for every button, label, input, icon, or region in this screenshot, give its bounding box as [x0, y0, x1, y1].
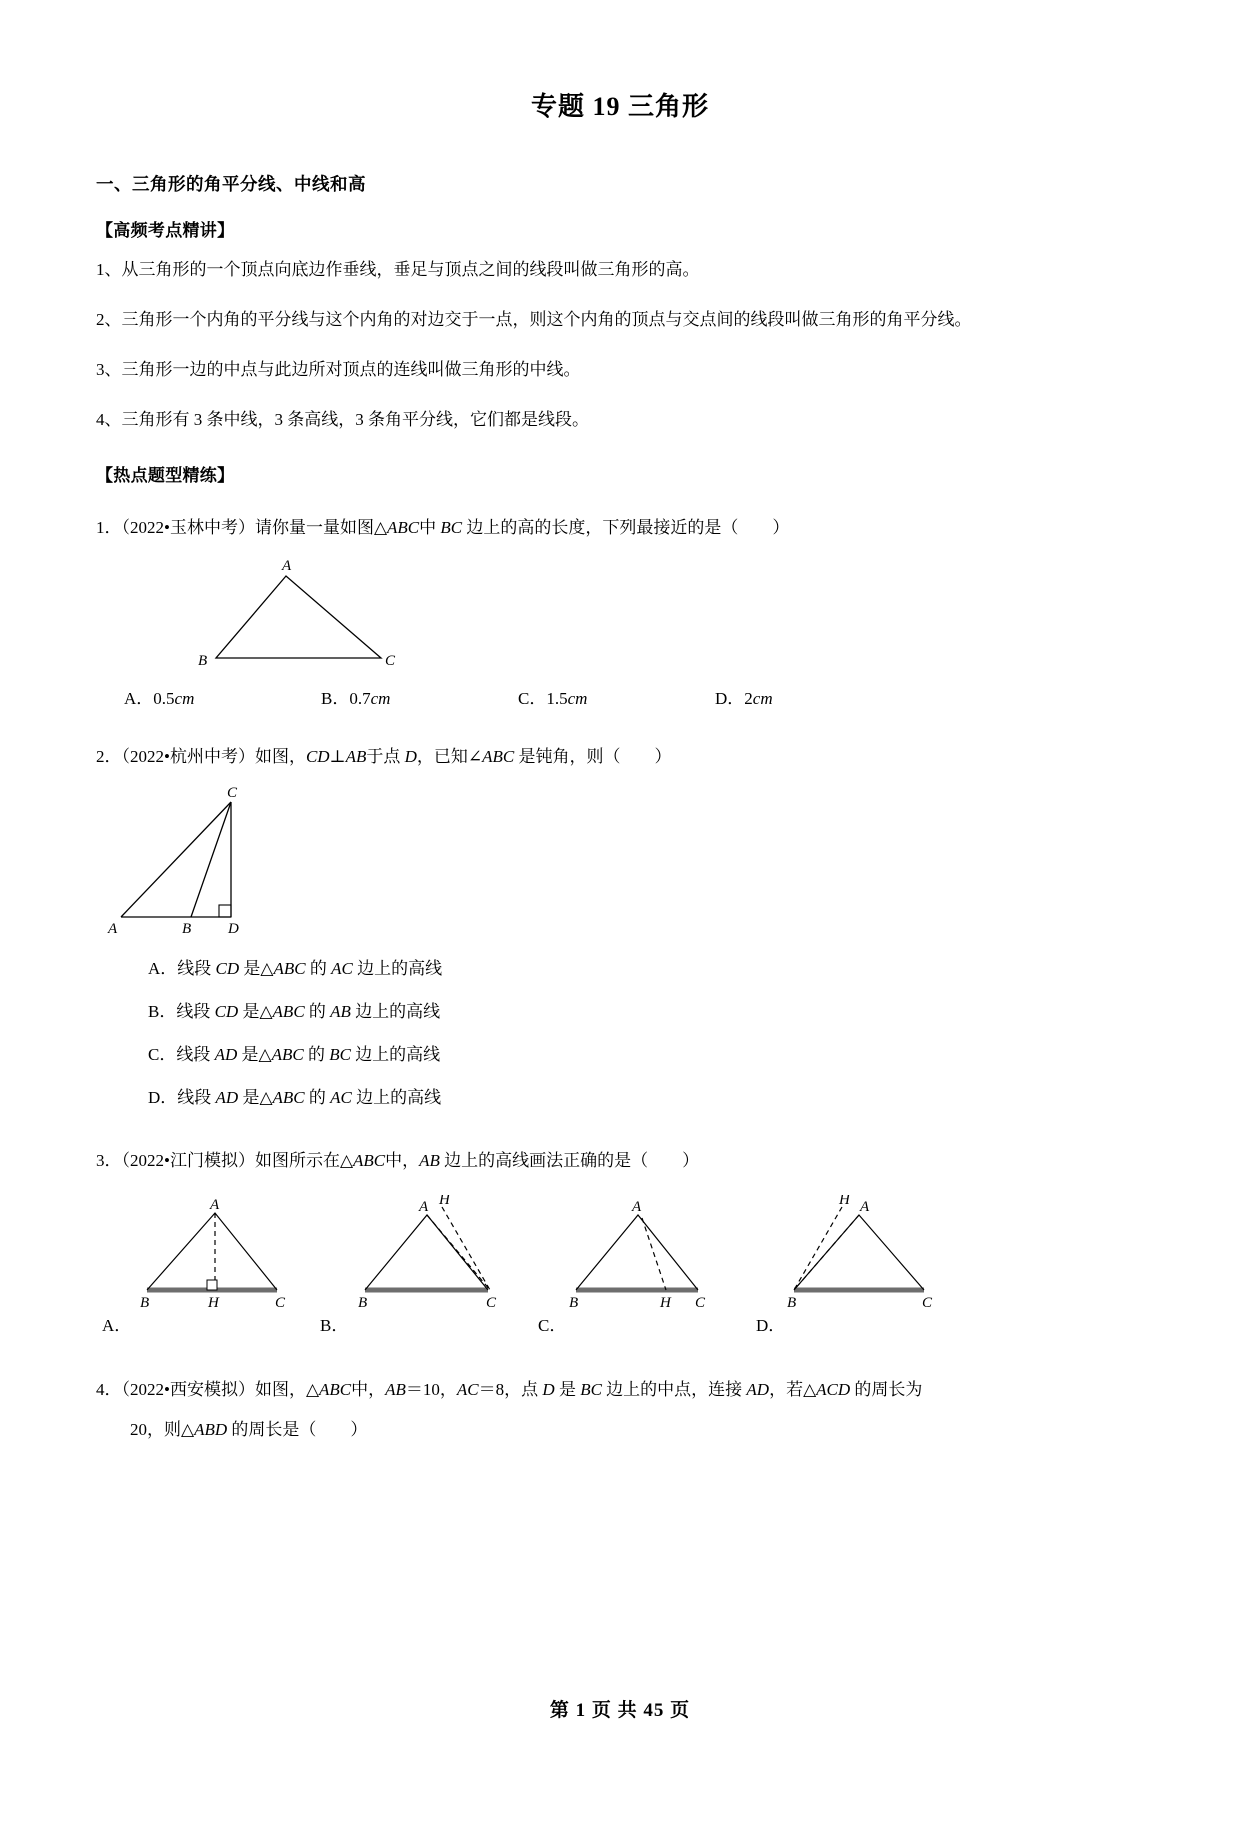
q3-abc: ABC: [353, 1151, 386, 1170]
q3-a-label-C: C: [275, 1295, 286, 1310]
q1-option-b[interactable]: [321, 684, 518, 709]
q2-source: （2022•杭州中考）: [121, 747, 255, 766]
q1-triangle-shape: [216, 576, 381, 658]
q3-a-sides: [147, 1213, 277, 1290]
q1-option-d-unit: cm: [752, 689, 773, 708]
q2-option-c[interactable]: [148, 1033, 1144, 1076]
q1-source: （2022•玉林中考）: [121, 518, 255, 537]
q3-number: 3．: [96, 1151, 122, 1170]
q1-option-b-value: 0.7: [349, 689, 371, 708]
q3-choice-a-letter[interactable]: A．: [102, 1316, 132, 1335]
q3-c-altitude: [642, 1218, 666, 1290]
q4-line1-e: 是: [554, 1380, 581, 1399]
q3-c-label-C: C: [695, 1295, 706, 1310]
q4-line1-f: 边上的中点，连接: [601, 1380, 747, 1399]
q2-option-b-w1: 线段: [176, 1002, 215, 1021]
q3-text-after: 边上的高线画法正确的是（ ）: [439, 1151, 700, 1170]
q2-option-a-w3: 的: [305, 959, 332, 978]
q4-bc: BC: [580, 1380, 602, 1399]
q2-option-d-tri: ABC: [272, 1088, 305, 1107]
q2-options: [96, 947, 1144, 1119]
q4-line1-b: 中，: [351, 1380, 386, 1399]
q3-c-label-A: A: [632, 1199, 642, 1215]
q1-option-c[interactable]: [518, 684, 715, 709]
q2-option-c-w1: 线段: [176, 1045, 215, 1064]
page-footer: 第 1 页 共 45 页: [549, 1700, 691, 1721]
q1-option-a-unit: cm: [174, 689, 195, 708]
q1-text-after: 边上的高的长度，下列最接近的是（ ）: [462, 518, 790, 537]
q3-c-svg: [538, 1195, 748, 1310]
q3-text-mid: 中，: [385, 1151, 420, 1170]
q3-b-label-B: B: [358, 1295, 368, 1310]
q3-figures: [102, 1195, 1144, 1315]
q3-d-sides: [794, 1215, 924, 1290]
q1-label-C: C: [385, 653, 396, 669]
q4-ac: AC: [456, 1380, 479, 1399]
q3-b-altitude-2: [442, 1207, 490, 1290]
q4-line1-c: ＝10，: [405, 1380, 457, 1399]
q2-d: D: [404, 747, 417, 766]
q2-option-b-w3: 的: [304, 1002, 331, 1021]
q2-option-b-seg: CD: [214, 1002, 239, 1021]
q4-line1-a: 如图，△: [254, 1380, 320, 1399]
q3-d-label-A: A: [860, 1199, 870, 1215]
q3-c-sides: [576, 1215, 698, 1290]
concept-2: 2、三角形一个内角的平分线与这个内角的对边交于一点，则这个内角的顶点与交点间的线段叫做三角形的角平分线。: [96, 310, 972, 329]
q4-source: （2022•西安模拟）: [121, 1380, 255, 1399]
q3-ab: AB: [419, 1151, 440, 1170]
q3-choice-b-letter[interactable]: B．: [320, 1316, 349, 1335]
q3-d-label-C: C: [922, 1295, 933, 1310]
concept-3: 3、三角形一边的中点与此边所对顶点的连线叫做三角形的中线。: [96, 360, 581, 379]
q2-line-BC: [191, 802, 231, 917]
q4-acd: ACD: [816, 1380, 851, 1399]
q4-line2-b: 的周长是（ ）: [227, 1420, 368, 1439]
q1-option-d-key: D．: [715, 689, 745, 708]
q1-label-B: B: [198, 653, 208, 669]
question-3: [96, 1141, 1144, 1181]
q4-abd: ABD: [194, 1420, 228, 1439]
question-1: [96, 508, 1144, 548]
q2-option-c-w3: 的: [303, 1045, 330, 1064]
q2-figure: [106, 787, 1144, 937]
q3-choice-a-figure: [102, 1195, 320, 1315]
q4-line1-d: ＝8，点: [478, 1380, 543, 1399]
q2-option-c-key: C．: [148, 1045, 177, 1064]
q2-label-D: D: [228, 921, 239, 937]
q2-option-a[interactable]: [148, 947, 1144, 990]
q3-d-label-H: H: [839, 1195, 850, 1208]
q4-abc: ABC: [319, 1380, 352, 1399]
q2-option-d-w4: 边上的高线: [351, 1088, 442, 1107]
concept-1: 1、从三角形的一个顶点向底边作垂线，垂足与顶点之间的线段叫做三角形的高。: [96, 260, 700, 279]
q3-b-svg: [320, 1195, 530, 1310]
q1-option-a[interactable]: [124, 684, 321, 709]
q1-options: [124, 684, 1144, 709]
q2-number: 2．: [96, 747, 122, 766]
question-4-line2: [130, 1410, 1144, 1450]
q1-text-before: 请你量一量如图△: [254, 518, 388, 537]
q2-option-b-w2: 是△: [238, 1002, 273, 1021]
q3-b-label-A: A: [419, 1199, 429, 1215]
q3-d-altitude-2: [794, 1207, 842, 1290]
q3-choice-b-figure: [320, 1195, 538, 1315]
subheading-concepts: 【高频考点精讲】: [96, 221, 235, 240]
q1-number: 1．: [96, 518, 122, 537]
q2-abc: ABC: [482, 747, 515, 766]
q2-option-a-w2: 是△: [239, 959, 274, 978]
q2-triangle-svg: [106, 787, 366, 937]
q2-option-b-key: B．: [148, 1002, 177, 1021]
q3-d-label-B: B: [787, 1295, 797, 1310]
q2-option-c-w4: 边上的高线: [350, 1045, 441, 1064]
question-4: [96, 1370, 1144, 1410]
q3-d-svg: [756, 1195, 966, 1310]
q2-right-angle-mark: [219, 905, 231, 917]
q2-text3: ，已知∠: [416, 747, 483, 766]
q1-triangle-svg: [186, 558, 436, 678]
q2-option-b[interactable]: [148, 990, 1144, 1033]
q2-label-A: A: [108, 921, 118, 937]
q2-ab: AB: [345, 747, 367, 766]
q2-option-b-side: AB: [330, 1002, 351, 1021]
q1-label-A: A: [282, 558, 292, 574]
q2-text: 如图，: [254, 747, 306, 766]
q3-choice-c-figure: [538, 1195, 756, 1315]
question-2: [96, 737, 1144, 777]
q2-text4: 是钝角，则（ ）: [514, 747, 672, 766]
concept-4: 4、三角形有 3 条中线，3 条高线，3 条角平分线，它们都是线段。: [96, 410, 589, 429]
q1-option-a-value: 0.5: [153, 689, 175, 708]
q1-option-b-unit: cm: [370, 689, 391, 708]
q3-choice-d-figure: [756, 1195, 974, 1315]
q2-option-a-w4: 边上的高线: [352, 959, 443, 978]
q1-option-d-value: 2: [744, 689, 753, 708]
section-heading: 一、三角形的角平分线、中线和高: [96, 174, 366, 194]
q4-line1-h: 的周长为: [850, 1380, 923, 1399]
q2-option-b-w4: 边上的高线: [350, 1002, 441, 1021]
q1-abc: ABC: [387, 518, 420, 537]
q1-option-b-key: B．: [321, 689, 350, 708]
q2-option-c-w2: 是△: [237, 1045, 272, 1064]
q2-perp: ⊥: [329, 747, 346, 766]
q3-b-label-C: C: [486, 1295, 497, 1310]
q3-c-label-B: B: [569, 1295, 579, 1310]
q2-option-d-key: D．: [148, 1088, 178, 1107]
q3-a-right-angle-mark: [207, 1280, 217, 1290]
q2-option-d-w3: 的: [304, 1088, 331, 1107]
q3-b-sides: [365, 1215, 488, 1290]
q3-choice-d-letter[interactable]: D．: [756, 1316, 786, 1335]
q1-option-a-key: A．: [124, 689, 154, 708]
q2-text2: 于点: [366, 747, 405, 766]
q2-option-d-side: AC: [330, 1088, 352, 1107]
q3-a-label-A: A: [210, 1197, 220, 1213]
q1-option-c-key: C．: [518, 689, 547, 708]
q1-figure: [186, 558, 1144, 678]
q4-number: 4．: [96, 1380, 122, 1399]
q2-option-b-tri: ABC: [272, 1002, 305, 1021]
q2-option-a-side: AC: [331, 959, 353, 978]
q2-option-d-w2: 是△: [238, 1088, 273, 1107]
q4-ad: AD: [746, 1380, 770, 1399]
q3-a-label-B: B: [140, 1295, 150, 1310]
q3-source: （2022•江门模拟）: [121, 1151, 255, 1170]
page-title: 专题 19 三角形: [530, 92, 709, 121]
q2-option-a-w1: 线段: [177, 959, 216, 978]
q4-d: D: [542, 1380, 555, 1399]
q2-label-B: B: [182, 921, 192, 937]
q1-bc: BC: [440, 518, 463, 537]
q2-option-a-tri: ABC: [273, 959, 306, 978]
q2-cd: CD: [305, 747, 330, 766]
q3-b-label-H: H: [439, 1195, 450, 1208]
q2-option-c-side: BC: [329, 1045, 351, 1064]
q3-c-label-H: H: [660, 1295, 671, 1310]
q3-choice-c-letter[interactable]: C．: [538, 1316, 567, 1335]
q1-text-mid: 中: [419, 518, 441, 537]
q4-line1-g: ，若△: [769, 1380, 817, 1399]
q2-option-c-seg: AD: [214, 1045, 238, 1064]
q2-option-d[interactable]: [148, 1076, 1144, 1119]
q2-option-d-w1: 线段: [177, 1088, 216, 1107]
q1-option-d[interactable]: [715, 684, 912, 709]
q3-a-svg: [102, 1195, 312, 1310]
q4-ab: AB: [385, 1380, 406, 1399]
q2-option-a-seg: CD: [215, 959, 240, 978]
q1-option-c-value: 1.5: [546, 689, 568, 708]
q1-option-c-unit: cm: [567, 689, 588, 708]
q3-text-before: 如图所示在△: [254, 1151, 354, 1170]
q2-option-c-tri: ABC: [271, 1045, 304, 1064]
subheading-practice: 【热点题型精练】: [96, 466, 235, 485]
q2-line-AC: [121, 802, 231, 917]
document-page: [0, 86, 1240, 1840]
q4-line2-a: 20，则△: [130, 1420, 195, 1439]
q2-option-d-seg: AD: [215, 1088, 239, 1107]
q2-option-a-key: A．: [148, 959, 178, 978]
q2-label-C: C: [227, 787, 238, 801]
q3-a-label-H: H: [208, 1295, 219, 1310]
